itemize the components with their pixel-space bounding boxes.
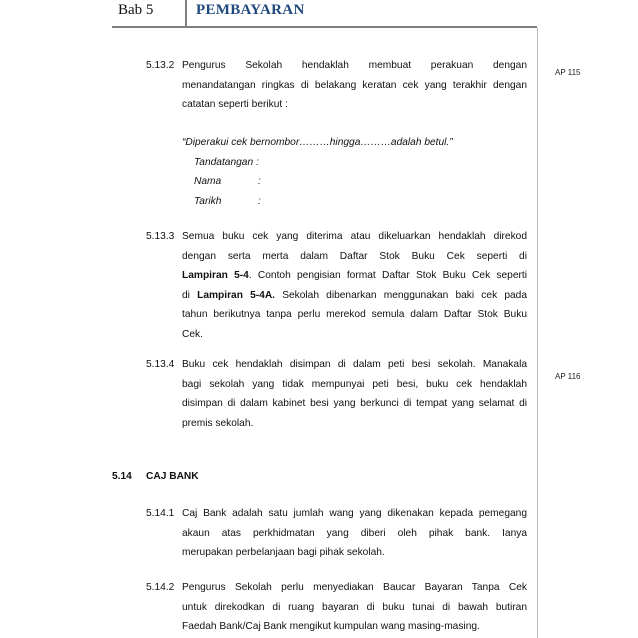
margin-rule [537, 28, 538, 638]
clause-body-5-13-2 [182, 56, 527, 115]
clause-line: Caj Bank adalah satu jumlah wang yang dikenakan kepada pemegang [182, 508, 527, 519]
header-rule [112, 26, 537, 28]
clause-line: Pengurus Sekolah hendaklah membuat perakuan dengan [182, 60, 527, 71]
clause-body-5-13-3 [182, 227, 527, 345]
clause-line: Faedah Bank/Caj Bank mengikut kumpulan wang masing-masing. [182, 621, 480, 633]
clause-line: dengan serta merta dalam Daftar Stok Buku Cek seperti di [182, 250, 527, 262]
clause-line: Semua buku cek yang diterima atau dikeluarkan hendaklah direkod [182, 231, 527, 242]
certification-block [182, 133, 527, 211]
ap-reference-116: AP 116 [555, 372, 581, 381]
chapter-label: Bab 5 [118, 2, 154, 18]
date-colon: : [258, 195, 261, 207]
chapter-title: PEMBAYARAN [196, 2, 305, 18]
clause-line: disimpan di dalam kabinet besi yang berkunci di tempat yang selamat di [182, 398, 527, 410]
clause-line: Pengurus Sekolah perlu menyediakan Baucar Bayaran Tanpa Cek [182, 582, 527, 593]
signature-label: Tandatangan : [194, 156, 259, 168]
clause-line: untuk direkodkan di ruang bayaran di buku tunai di bawah butiran [182, 601, 527, 613]
ap-reference-115: AP 115 [555, 68, 581, 77]
certification-statement: “Diperakui cek bernombor………hingga………adalah betul.” [182, 137, 453, 148]
clause-text: di [182, 289, 198, 301]
name-row [182, 172, 527, 192]
clause-line: premis sekolah. [182, 417, 254, 429]
clause-line: bagi sekolah yang tidak mempunyai peti besi, buku cek hendaklah [182, 378, 527, 390]
clause-line [182, 266, 527, 286]
clause-line: catatan seperti berikut : [182, 99, 288, 111]
clause-line: menandatangan ringkas di belakang keratan cek yang terakhir dengan [182, 79, 527, 91]
clause-number-5-13-3: 5.13.3 [146, 231, 175, 242]
clause-body-5-14-1 [182, 504, 527, 563]
clause-number-5-14-1: 5.14.1 [146, 508, 175, 519]
clause-line [182, 286, 527, 306]
clause-body-5-13-4 [182, 355, 527, 433]
clause-line: akaun atas perkhidmatan yang diberi oleh pihak bank. Ianya [182, 527, 527, 539]
header-divider [185, 0, 187, 28]
clause-text: Sekolah dibenarkan menggunakan baki cek pada [275, 289, 527, 301]
name-colon: : [258, 176, 261, 188]
section-number: 5.14 [112, 471, 132, 482]
clause-number-5-13-4: 5.13.4 [146, 359, 175, 370]
clause-text: . Contoh pengisian format Daftar Stok Buku Cek seperti [248, 270, 527, 282]
clause-line: Buku cek hendaklah disimpan di dalam peti besi sekolah. Manakala [182, 359, 527, 370]
appendix-ref: Lampiran 5-4 [182, 270, 249, 282]
clause-line: merupakan perbelanjaan bagi pihak sekolah. [182, 547, 385, 559]
clause-number-5-14-2: 5.14.2 [146, 582, 175, 593]
clause-line: tahun berikutnya tanpa perlu merekod semula dalam Daftar Stok Buku [182, 309, 527, 321]
date-label: Tarikh [194, 195, 222, 207]
date-row [182, 192, 527, 212]
clause-number-5-13-2: 5.13.2 [146, 60, 175, 71]
section-title: CAJ BANK [146, 471, 199, 482]
appendix-ref: Lampiran 5-4A. [197, 289, 276, 301]
name-label: Nama [194, 176, 222, 188]
clause-body-5-14-2 [182, 578, 527, 637]
clause-line: Cek. [182, 328, 203, 340]
